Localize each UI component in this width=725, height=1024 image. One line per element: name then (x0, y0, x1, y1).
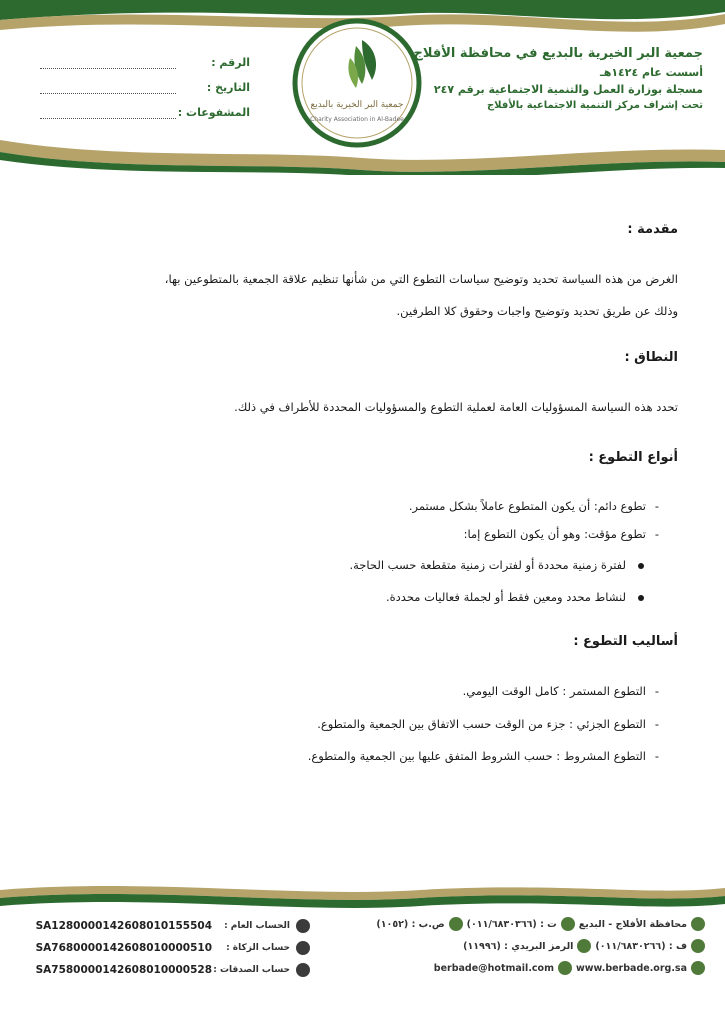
ref-attachments-row (40, 106, 250, 119)
organization-info (403, 46, 703, 115)
method-item-partial-text: التطوع الجزئي : جزء من الوقت حسب الاتفاق بين الجمعية والمتطوع. (317, 717, 646, 731)
account-row-charity (30, 961, 310, 979)
bullet-dot (638, 563, 644, 569)
bullet-item-period (349, 558, 644, 572)
method-item-conditional-text: التطوع المشروط : حسب الشروط المتفق عليها بين الجمعية والمتطوع. (307, 749, 646, 763)
fax-icon (691, 939, 705, 953)
contact-row-fax (345, 937, 705, 955)
supervision-text: تحت إشراف مركز التنمية الاجتماعية بالأفلاج (486, 100, 703, 111)
type-item-permanent (409, 499, 668, 513)
pobox-text: ص.ب : (١٠٥٢) (376, 918, 445, 930)
intro-line-2: وذلك عن طريق تحديد وتوضيح واجبات وحقوق كلا الطرفين. (396, 304, 678, 318)
method-item-continuous (463, 684, 668, 698)
website-link[interactable]: www.berbade.org.sa (575, 962, 687, 974)
dash-marker: - (654, 499, 660, 513)
footer (0, 905, 725, 1024)
bullet-item-period-text: لفترة زمنية محددة أو لفترات زمنية متقطعة حسب الحاجة. (349, 558, 626, 572)
bullet-dot (638, 595, 644, 601)
account-row-zakat (30, 939, 310, 957)
methods-heading: أساليب التطوع : (573, 634, 678, 649)
ref-date-line (40, 81, 176, 94)
phone-text: ت : (٠١١/٦٨٣٠٣٦٦) (466, 918, 557, 930)
dash-marker: - (654, 717, 660, 731)
globe-icon (691, 961, 705, 975)
location-icon (691, 917, 705, 931)
type-item-temporary (464, 527, 668, 541)
phone-icon (561, 917, 575, 931)
account-number: SA1280000142608010155504 (35, 920, 212, 932)
registration-text: مسجلة بوزارة العمل والتنمية الاجتماعية برقم ٢٤٧ (433, 83, 703, 96)
ref-attachments-label: المشفوعات : (177, 106, 250, 119)
types-heading: أنواع التطوع : (588, 450, 678, 465)
ref-number-line (40, 56, 176, 69)
dash-marker: - (654, 749, 660, 763)
email-link[interactable]: berbade@hotmail.com (433, 962, 554, 974)
account-number: SA7680000142608010000510 (35, 942, 212, 954)
scope-text: تحدد هذه السياسة المسؤوليات العامة لعملية التطوع والمسؤوليات المحددة للأطراف في ذلك. (234, 400, 678, 414)
type-item-permanent-text: تطوع دائم: أن يكون المتطوع عاملاً بشكل مستمر. (408, 499, 646, 513)
ref-number-row (40, 56, 250, 69)
account-number: SA7580000142608010000528 (35, 964, 212, 976)
intro-heading: مقدمة : (627, 222, 678, 237)
account-label: حساب الزكاة : (226, 943, 290, 953)
fax-text: ف : (٠١١/٦٨٣٠٢٦٦) (595, 940, 687, 952)
method-item-partial (317, 717, 668, 731)
method-item-continuous-text: التطوع المستمر : كامل الوقت اليومي. (462, 684, 646, 698)
mailbox-icon (449, 917, 463, 931)
ref-date-label: التاريخ : (206, 81, 250, 94)
organization-logo (292, 18, 422, 148)
scope-heading: النطاق : (624, 350, 678, 365)
account-label: الحساب العام : (224, 921, 290, 931)
reference-fields (40, 56, 250, 131)
organization-name: جمعية البر الخيرية بالبديع في محافظة الأفلاج (413, 46, 703, 61)
bank-icon (296, 963, 310, 977)
dash-marker: - (654, 684, 660, 698)
postal-icon (577, 939, 591, 953)
bullet-item-activity (386, 590, 644, 604)
contact-row-web (345, 959, 705, 977)
founded-text: أسست عام ١٤٢٤هـ (599, 66, 703, 79)
bank-icon (296, 919, 310, 933)
method-item-conditional (308, 749, 668, 763)
bank-icon (296, 941, 310, 955)
ref-attachments-line (40, 106, 176, 119)
contact-row-address (345, 915, 705, 933)
account-label: حساب الصدقات : (213, 965, 290, 975)
ref-date-row (40, 81, 250, 94)
logo-arabic-text: جمعية البر الخيرية بالبديع (310, 100, 404, 110)
account-row-general (30, 917, 310, 935)
dash-marker: - (654, 527, 660, 541)
email-icon (558, 961, 572, 975)
logo-emblem-icon (292, 18, 422, 148)
logo-english-text: Charity Association in Al-Badee (310, 116, 404, 123)
type-item-temporary-text: تطوع مؤقت: وهو أن يكون التطوع إما: (463, 527, 646, 541)
intro-line-1: الغرض من هذه السياسة تحديد وتوضيح سياسات التطوع التي من شأنها تنظيم علاقة الجمعية بالمتطوعين بها، (164, 272, 678, 286)
postal-text: الرمز البريدي : (١١٩٩٦) (463, 940, 574, 952)
ref-number-label: الرقم : (211, 56, 250, 69)
bullet-item-activity-text: لنشاط محدد ومعين فقط أو لجملة فعاليات محددة. (386, 590, 626, 604)
address-text: محافظة الأفلاج - البديع (578, 918, 687, 930)
